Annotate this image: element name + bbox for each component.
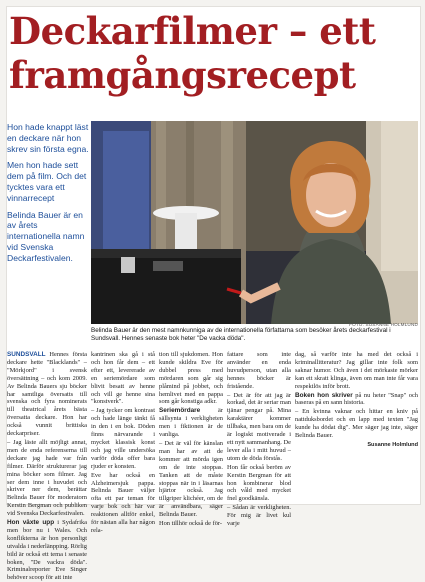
lead-paragraph: Belinda Bauer är en av årets internationella namn vid Svenska Deckarfestivalen. bbox=[7, 209, 85, 263]
article-column-4 bbox=[227, 351, 291, 528]
author-photo bbox=[91, 121, 418, 324]
headline bbox=[9, 9, 419, 97]
article-column-3 bbox=[159, 351, 223, 528]
photo-caption: Belinda Bauer är den mest namnkunniga av de internationella författarna som besöker årets deckarfestival i Sundsvall. Hennes senaste bok heter "De vacka döda". bbox=[91, 327, 391, 342]
body-text: är sällsynta i verkligheten men i fiktionen är de vanliga. bbox=[159, 407, 223, 439]
body-text: Hon får också beröm av Kerstin Bergman för att hon kombinerar blod och våld med mycket fnel goodkänsla. bbox=[227, 463, 291, 503]
article-column-5 bbox=[295, 351, 418, 504]
body-text: dag, så varför inte ha med det också i kriminallitteratur? Jag gillar inte folk som saknar humor. Och även i det mörkaste mörker kan ett skratt klinga, även om man inte får vara respektlös inför brott. bbox=[295, 351, 418, 390]
lead-paragraph: Men hon hade sett dem på film. Och det tycktes vara ett vinnarrecept bbox=[7, 160, 87, 203]
body-text: – Sådan är verkligheten. För mig är livet kul varje bbox=[227, 504, 291, 528]
body-text: fattare som inte använder en enda huvudperson, utan alla hennes böcker är fristående. bbox=[227, 351, 291, 390]
photo-credit: FOTO: SUSANNE HOLMLUND bbox=[349, 322, 418, 327]
headline-line-2: framgångsrecept bbox=[9, 53, 356, 97]
body-text: Hennes första deckare hette "Blacklands" – "Mörkjord" i svensk översättning – och kom 2009. Av Belinda Bauers sju böcker har samtliga översatts till svenska och fyra nominerats till theatrical årets bästa översatta deckare. Hon har också vunnit brittiska deckarpriser. bbox=[7, 351, 87, 438]
body-text: Hon tillhör också de för- bbox=[159, 520, 223, 528]
body-text: på nu heter "Snap" och baseras på en sann historia. bbox=[295, 391, 418, 407]
lead-paragraph: Hon hade knappt läst en deckare när hon skrev sin första egna. bbox=[7, 122, 89, 154]
body-text: Eve har också en Alzheimersjuk pappa. Belinda Bauer väljer ofta ett par teman för varje bok och här var reaktionen alltför enkel, för nästan alla har någon rela- bbox=[91, 471, 155, 534]
byline-signature: Susanne Holmlund bbox=[367, 441, 418, 448]
body-text: – En kvinna vaknar och hittar en kniv på nattduksbordet och en lapp med texten "Jag kunde ha dödat dig". Mer säger jag inte, säger Belinda Bauer. bbox=[295, 408, 418, 440]
headline-line-1: Deckarfilmer – ett bbox=[9, 9, 376, 53]
body-text: kantrinen ska gå i stå och hon får dem – ett efter ett, levererade av en seriemördare som blivit besatt av henne och vill ge henne sina "konstverk". bbox=[91, 351, 155, 406]
newspaper-page bbox=[6, 6, 421, 582]
body-text: tion till sjukdomen. Hon kunde skildra Eve för dubbel press med mördaren som går sig plåmind på jobbet, och hemlivet med en pappa som går konstiga adkr. bbox=[159, 351, 223, 406]
subheading: Boken hon skriver bbox=[295, 391, 353, 399]
article-column-1 bbox=[7, 351, 87, 582]
author-photo-illustration bbox=[91, 121, 418, 324]
body-text: – Det är väl för känslan man har av att de kommer att mörda igen om de inte stoppas. Tanken att de måste stoppas när in i läsarnas hjärtor också. Jag tillgriper klichéer, om de är användbara, säger Belinda Bauer. bbox=[159, 439, 223, 519]
body-text: i Sydafrika men bor nu i Wales. Och konflikterna är hon personligt utvalda i nederlänpping. Rörlig bild är också ett tema i senaste boken, "De vackra döda". Kriminalreporter Eve Singer behöver scoop för att inte bbox=[7, 519, 87, 582]
article-column-2 bbox=[91, 351, 155, 534]
subheading: Hon växte upp bbox=[7, 519, 55, 527]
dateline: SUNDSVALL bbox=[7, 351, 46, 358]
subheading: Seriemördare bbox=[159, 407, 201, 415]
body-text: – Jag läste allt möjligt annat, men de enda referenserna till deckare jag hade var från filmer. Därför strukturerar jag mina böcker som filmer. Jag ser dem inne i huvudet och skriver ner dem, berättar Belinda Bauer för moderatorn Kerstin Bergman och publiken vid Svenska Deckarfestivalen. bbox=[7, 438, 87, 518]
lead-column bbox=[7, 122, 89, 270]
body-text: – Jag tycker om kontrast och hade länge tänkt få in den i en bok. Döden finns närvarande i mycket klassisk konst och jag ville undersöka varför döda offer bara rjuder er konsten. bbox=[91, 407, 155, 470]
body-text: – Det är för att jag är korkad, det är seriar man tjänar pengar på. Mina karaktärer kommer tillbaka, men bara om de är logiskt motiverade i ett nytt sammanhang. De lever alla i mitt huvud – utom de döda förstås. bbox=[227, 391, 291, 462]
